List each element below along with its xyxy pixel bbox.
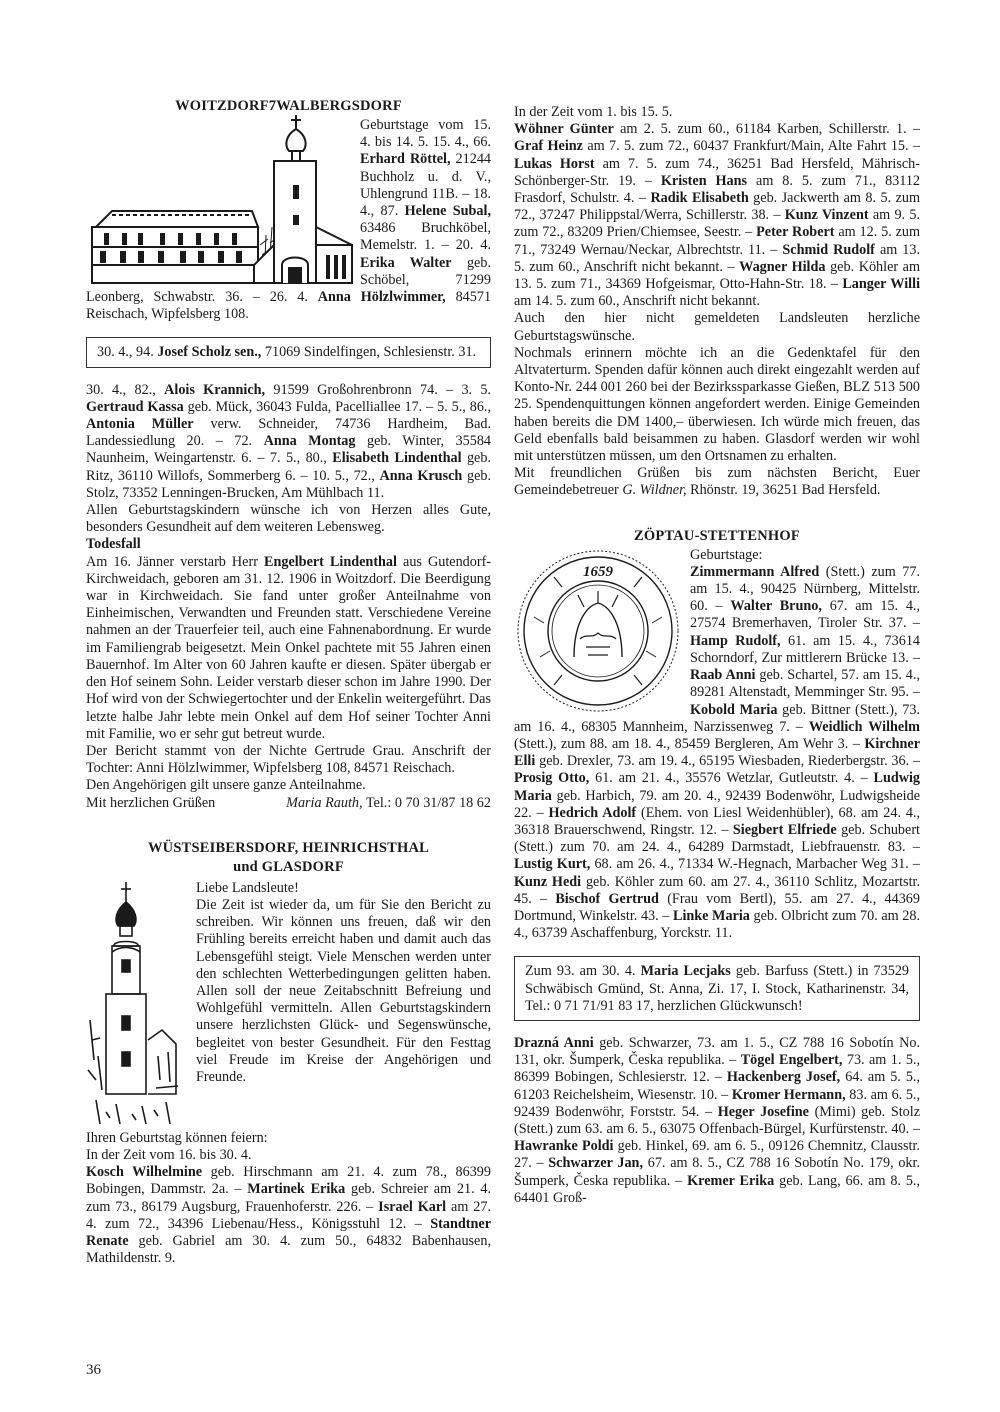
entry-name: Peter Robert	[756, 224, 835, 241]
entry-name: Kunz Hedi	[514, 873, 582, 890]
entry-date: 3. 5.	[461, 381, 492, 398]
entry-name: Heger Josefine	[717, 1103, 809, 1120]
entry-name: Langer Willi	[842, 276, 921, 293]
entry-address: verw. Schneider, 74736 Hardheim, Bad. Landessiedlung 20. –	[86, 416, 492, 450]
entry-name: Kremer Erika	[687, 1172, 775, 1189]
wishes-text: Allen Geburtstagskindern wünsche ich von Herzen alles Gute, besonders Gesundheit auf dem weiteren Lebensweg.	[86, 502, 491, 536]
closing-signer: G. Wildner,	[622, 482, 687, 499]
entry-address: geb. Harbich, 79. am 20. 4., 92439 Bodenwöhr, Ludwigsheide 22. –	[514, 787, 920, 821]
entry-address: am 13. 5. zum 60., Anschrift nicht bekannt. –	[514, 241, 921, 275]
entry-address: 68. am 26. 4., 71334 W.-Hegnach, Marbacher Weg 31. –	[594, 856, 920, 873]
wuestseibersdorf-title: WÜSTSEIBERSDORF, HEINRICHSTHAL	[147, 839, 430, 856]
entry-address: (Mimi) geb. Stolz (Stett.) zum 63. am 6. 5., 63075 Offenbach-Bürgel, Kurfürstenstr. 40. –	[514, 1103, 920, 1137]
signature-line	[86, 795, 491, 812]
seal-year: 1659	[583, 563, 613, 580]
entry-address: 61. am 15. 4., 73614 Schorndorf, Zur mittlerern Brücke 13. –	[690, 632, 921, 666]
entry-address: geb. Drexler, 73. am 19. 4., 65195 Wiesbaden, Riederbergstr. 36. –	[539, 753, 921, 770]
entry-name: Kunz Vinzent	[784, 207, 869, 224]
entry-name: Lustig Kurt,	[514, 856, 591, 873]
donation-text: Nochmals erinnern möchte ich an die Gedenktafel für den Altvaterturm. Spenden dafür können auch direkt eingezahlt werden auf Konto-Nr. 244 001 260 bei der Bezirkssparkasse Gießen, BLZ 513 500 25. Spendenquittungen können angefordert werden. Einige Gemeinden haben bereits die DM 1400,– überwiesen. Ich würde mich freuen, das Geld ebenfalls bald beisammen zu haben. Glasdorf werden wir wohl mit unterstützen müssen, um den Ortsnamen zu erhalten.	[514, 344, 920, 465]
entry-name: Kromer Hermann,	[731, 1086, 846, 1103]
entry-address: am 12. 5. zum 71., 73249 Wernau/Neckar, Albrechtstr. 11. –	[514, 224, 921, 258]
report-text: Der Bericht stammt von der Nichte Gertrude Grau. Anschrift der Tochter: Anni Hölzlwimmer, Wipfelsberg 108, 84571 Reischach.	[86, 742, 491, 777]
entry-address: geb. Ritz, 36110 Willofs, Sommerberg 6. –	[86, 450, 491, 484]
entry-name: Anna Hölzlwimmer,	[317, 289, 446, 306]
town-seal-drawing	[514, 547, 682, 715]
entry-address: geb. Köhler zum 60. am 27. 4., 36110 Schlitz, Mozartstr. 45. –	[514, 873, 921, 907]
entry-address: geb. Hirschmann am 21. 4. zum 78., 86399 Bobingen, Dammstr. 2a. –	[86, 1164, 491, 1198]
entry-name: Antonia Müller	[86, 416, 194, 433]
entry-address: 71069 Sindelfingen, Schlesienstr. 31.	[264, 344, 477, 361]
entry-date: 18. 4., 87.	[360, 185, 491, 220]
entry-address: geb. Winter, 35584 Naunheim, Weingartenstr. 6. –	[86, 433, 492, 467]
period-line: In der Zeit vom 16. bis 30. 4.	[86, 1146, 252, 1163]
entry-address: am 8. 5. zum 71., 83112 Frasdorf, Schulstr. 4. –	[514, 172, 921, 207]
entry-name: Hamp Rudolf,	[690, 632, 781, 649]
entry-name: Weidlich Wilhelm	[808, 718, 920, 735]
entry-name: Drazná Anni	[514, 1034, 594, 1051]
entry-date: 72.	[234, 433, 253, 450]
entry-address: geb. Schubert (Stett.) zum 70. am 24. 4., 64289 Darmstadt, Liebfrauenstr. 83. –	[514, 821, 920, 856]
entry-name: Standtner Renate	[86, 1215, 491, 1249]
entry-date: 5. 5., 86.,	[437, 398, 492, 415]
todesfall-intro: Am 16. Jänner verstarb Herr	[86, 553, 258, 570]
highlight-box	[86, 337, 491, 367]
entry-name: Erhard Röttel,	[360, 151, 451, 168]
entry-address: 67. am 15. 4., 27574 Bremerhaven, Tiroler Str. 37. –	[690, 598, 921, 632]
birthday-intro: Geburtstage vom 15. 4. bis 14. 5.	[360, 117, 491, 151]
entry-address: geb. Mück, 36043 Fulda, Pacelliallee 17. –	[187, 398, 434, 415]
entry-address: 67. am 8. 5., CZ 788 16 Sobotín No. 179, okr. Šumperk, Česka republika. –	[514, 1155, 921, 1189]
entry-address: geb. Köhler am 13. 5. zum 71., 34369 Hofgeismar, Otto-Hahn-Str. 18. –	[514, 258, 921, 293]
woitzdorf-section	[86, 98, 491, 812]
entry-name: Alois Krannich,	[164, 381, 266, 398]
entry-date: 26. 4.	[269, 289, 308, 306]
signer-name: Maria Rauth,	[286, 794, 363, 811]
entry-name: Radik Elisabeth	[650, 190, 749, 207]
entry-address: 61. am 21. 4., 35576 Wetzlar, Gutleutstr. 4. –	[595, 770, 868, 787]
entry-name: Lukas Horst	[514, 155, 595, 172]
entry-address: geb. Schartel, 57. am 15. 4., 89281 Altenstadt, Memminger Str. 95. –	[690, 667, 920, 701]
entry-name: Linke Maria	[672, 907, 750, 924]
todesfall-name: Engelbert Lindenthal	[264, 553, 397, 570]
zoeptau-intro: Geburtstage:	[690, 546, 763, 563]
entry-name: Erika Walter	[360, 254, 452, 271]
not-mentioned-text: Auch den hier nicht gemeldeten Landsleuten herzliche Geburtstagswünsche.	[514, 310, 920, 344]
village-drawing	[86, 115, 354, 285]
celebrate-line: Ihren Geburtstag können feiern:	[86, 1129, 268, 1146]
todesfall-text	[86, 554, 491, 743]
church-tower-drawing	[86, 880, 186, 1128]
closing-greeting: Mit freundlichen Grüßen bis zum nächsten Bericht, Euer Gemeindebetreuer	[514, 465, 920, 499]
entry-name: Israel Karl	[378, 1198, 447, 1215]
highlight-box	[514, 956, 920, 1021]
entry-name: Graf Heinz	[514, 138, 583, 155]
entry-name: Prosig Otto,	[514, 770, 590, 787]
wuestseibersdorf-subtitle: und GLASDORF	[233, 858, 344, 875]
entry-name: Elisabeth Lindenthal	[332, 450, 462, 467]
letter-body: Die Zeit ist wieder da, um für Sie den Bericht zu schreiben. Wir können uns freuen, daß wir den Frühling bereits erreicht haben und damit auch das Lebensgefühl steigt. Viele Menschen werden unter den schlechten Wetterbedingungen gelitten haben. Allen soll der neue Zeitabschnitt Befreiung und Wohlgefühl vermitteln. Allen Geburtstagskindern unsere herzlichsten Glück- und Segenswünsche, begleitet von bester Gesundheit. Für den Festtag viel Freude im Kreise der Angehörigen und Freunde.	[196, 896, 491, 1085]
signer-phone: Tel.: 0 70 31/87 18 62	[365, 794, 491, 811]
page-number: 36	[86, 1362, 101, 1378]
entry-address: am 2. 5. zum 60., 61184 Karben, Schillerstr. 1. –	[620, 121, 920, 138]
entry-name: Josef Scholz sen.,	[157, 344, 262, 361]
entry-name: Gertraud Kassa	[86, 398, 184, 415]
entry-name: Walter Bruno,	[730, 598, 822, 615]
entry-name: Maria Lecjaks	[640, 963, 731, 980]
entry-date: 30. 4., 82.,	[86, 381, 156, 398]
entry-date: 15. 4., 66.	[432, 134, 492, 151]
entry-name: Zimmermann Alfred	[690, 563, 820, 580]
entry-name: Raab Anni	[690, 667, 756, 684]
zoeptau-title: ZÖPTAU-STETTENHOF	[634, 527, 800, 544]
entry-name: Kristen Hans	[660, 172, 748, 189]
entry-address: geb. Stolz, 73352 Lenningen-Brucken, Am Mühlbach 11.	[86, 467, 492, 501]
entry-address: geb. Jackwerth am 8. 5. zum 72., 37247 Philippstal/Werra, Schillerstr. 38. –	[514, 190, 921, 224]
entry-name: Kobold Maria	[690, 701, 778, 718]
right-column	[514, 104, 920, 1207]
entry-name: Tögel Engelbert,	[740, 1052, 843, 1069]
entry-address: (Stett.), zum 88. am 18. 4., 85459 Bergleren, Am Wehr 3. –	[514, 735, 860, 752]
woitzdorf-title: WOITZDORF7WALBERGSDORF	[175, 98, 402, 114]
entry-address: am 14. 5. zum 60., Anschrift nicht bekannt.	[514, 293, 760, 310]
entry-address: 21244 Buchholz u. d. V., Uhlengrund 11B. –	[360, 151, 491, 202]
entry-address: (Ehem. von Liesl Weidenhübler), 68. am 24. 4., 36318 Brauerschwend, Ringstr. 12. –	[514, 804, 921, 838]
entry-address: 84571 Reischach, Wipfelsberg 108.	[86, 289, 492, 323]
entry-address: geb. Schöbel, 71299 Leonberg, Schwabstr. 36. –	[86, 254, 491, 306]
todesfall-title: Todesfall	[86, 536, 141, 553]
entry-address: am 27. 4. zum 72., 34396 Liebenau/Hess., Königsstuhl 12. –	[86, 1198, 491, 1232]
entry-address: geb. Schwarzer, 73. am 1. 5., CZ 788 16 Sobotín No. 131, okr. Šumperk, Česka republika. –	[514, 1034, 921, 1069]
entry-name: Anna Krusch	[379, 467, 463, 484]
entry-address: 73. am 1. 5., 86399 Bobingen, Schlesierstr. 12. –	[514, 1052, 921, 1086]
closing-address: Rhönstr. 19, 36251 Bad Hersfeld.	[690, 482, 881, 499]
entry-address: (Frau vom Bertl), 55. am 27. 4., 44369 Dortmund, Winkelstr. 43. –	[514, 890, 920, 924]
entry-name: Schmid Rudolf	[782, 241, 875, 258]
period-line: In der Zeit vom 1. bis 15. 5.	[514, 104, 673, 120]
entry-name: Anna Montag	[263, 433, 356, 450]
sympathy-text: Den Angehörigen gilt unsere ganze Anteilnahme.	[86, 777, 366, 794]
box-intro: Zum 93. am 30. 4.	[525, 963, 636, 980]
entry-name: Kirchner Elli	[514, 735, 921, 770]
closing-text	[514, 465, 920, 499]
entry-name: Hawranke Poldi	[514, 1138, 614, 1155]
entry-address: geb. Bittner (Stett.), 73. am 16. 4., 68305 Mannheim, Narzissenweg 7. –	[514, 701, 920, 735]
entry-address: am 7. 5. zum 72., 60437 Frankfurt/Main, Alte Fahrt 15. –	[587, 138, 921, 155]
todesfall-body: aus Gutendorf-Kirchweidach, geboren am 31. 12. 1906 in Woitzdorf. Die Beerdigung war in Kirchweidach. Sie fand unter großer Anteilnahme von Einheimischen, Verwandten und Freunden statt. Verschiedene Vereine nahmen an der Trauerfeier teil, auch eine Fahnenabordnung. Er wurde im Familiengrab beigesetzt. Mein Onkel pachtete mit 55 Jahren einen Bauernhof. Im Alter von 60 Jahren kaufte er diesen. Später übergab er den Hof seinem Sohn. Leider verstarb dieser schon im Jahre 1990. Der Hof wird von der Schwiegertochter und der Enkelin weitergeführt. Das letzte halbe Jahr lebte mein Onkel auf dem Hof seiner Tochter Anni mit Familie, wo er sehr gut betreut wurde.	[86, 553, 492, 742]
entry-name: Hackenberg Josef,	[726, 1069, 841, 1086]
entry-date: 30. 4., 94.	[97, 344, 154, 361]
entry-name: Schwarzer Jan,	[548, 1155, 643, 1172]
entry-date: 20. 4.	[455, 237, 491, 254]
entry-name: Helene Subal,	[404, 203, 492, 220]
entry-address: (Stett.) zum 77. am 15. 4., 90425 Nürnberg, Mittelstr. 60. –	[690, 563, 921, 615]
entry-address: geb. Barfuss (Stett.) in 73529 Schwäbisch Gmünd, St. Anna, Zi. 17, I. Stock, Katharinenstr. 34, Tel.: 0 71 71/91 83 17, herzlichen Glückwunsch!	[525, 963, 910, 1014]
entry-address: 64. am 5. 5., 61203 Reichelsheim, Wiesenstr. 10. –	[514, 1069, 921, 1103]
entry-address: geb. Gabriel am 30. 4. zum 50., 64832 Babenhausen, Mathildenstr. 9.	[86, 1232, 491, 1267]
greeting: Mit herzlichen Grüßen	[86, 794, 216, 811]
entry-date: 10. 5., 72.,	[312, 467, 375, 484]
house-drawing	[92, 211, 258, 283]
entry-address: 83. am 6. 5., 92439 Bodenwöhr, Forststr. 54. –	[514, 1086, 921, 1120]
entry-name: Martinek Erika	[247, 1181, 346, 1198]
entry-name: Kosch Wilhelmine	[86, 1164, 203, 1181]
zoeptau-section	[514, 528, 920, 1207]
entry-name: Siegbert Elfriede	[732, 821, 837, 838]
entry-date: 7. 5., 80.,	[269, 450, 327, 467]
entry-address: am 9. 5. zum 72., 83209 Prien/Chiemsee, Seestr. –	[514, 207, 921, 241]
entry-address: am 7. 5. zum 74., 36251 Bad Hersfeld, Mährisch-Schönberger-Str. 19. –	[514, 155, 920, 189]
entry-address: 63486 Bruchköbel, Memelstr. 1. –	[360, 220, 491, 254]
wuestseibersdorf-section	[86, 840, 491, 1268]
entry-address: geb. Hinkel, 69. am 6. 5., 09126 Chemnitz, Clausstr. 27. –	[514, 1138, 920, 1172]
entry-address: geb. Lang, 66. am 8. 5., 64401 Groß-	[514, 1172, 921, 1206]
entry-name: Wöhner Günter	[514, 121, 614, 138]
entry-address: geb. Olbricht zum 70. am 28. 4., 63739 Aschaffenburg, Yorckstr. 11.	[514, 907, 921, 942]
left-column	[86, 98, 491, 1267]
entry-name: Bischof Gertrud	[555, 890, 659, 907]
entry-address: 91599 Großohrenbronn 74. –	[273, 381, 454, 398]
salutation: Liebe Landsleute!	[196, 879, 299, 896]
entry-address: geb. Schreier am 21. 4. zum 73., 86179 Augsburg, Frauenhoferstr. 226. –	[86, 1181, 491, 1215]
entry-name: Ludwig Maria	[514, 770, 921, 804]
entry-name: Hedrich Adolf	[548, 804, 637, 821]
entry-name: Wagner Hilda	[739, 258, 826, 275]
